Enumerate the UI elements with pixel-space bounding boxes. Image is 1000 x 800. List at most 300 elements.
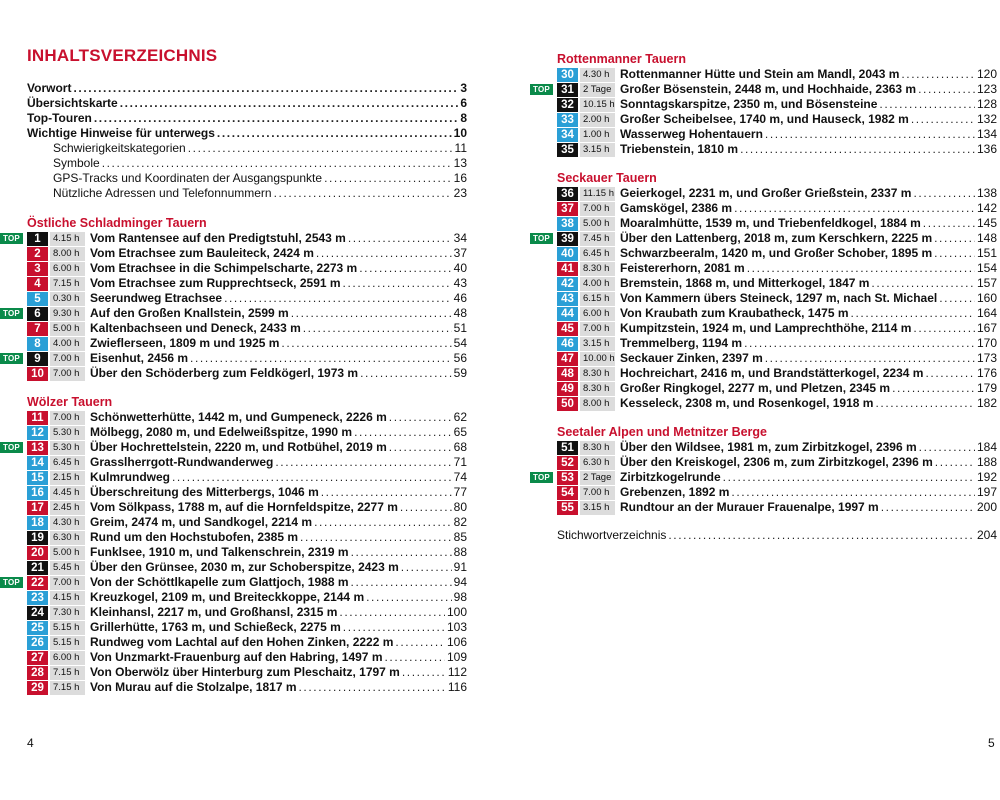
toc-front-page: 23 xyxy=(453,186,467,200)
tour-title: Tremmelberg, 1194 m xyxy=(620,336,743,350)
tour-title: Vom Etrachsee in die Schimpelscharte, 2273 m xyxy=(90,261,358,275)
leader-dots xyxy=(913,186,975,201)
tour-entry[interactable] xyxy=(27,366,467,381)
leader-dots xyxy=(935,455,975,470)
tour-number-badge: 33 xyxy=(557,113,578,127)
tour-entry[interactable] xyxy=(557,306,997,321)
section-heading: Östliche Schladminger Tauern xyxy=(27,216,207,230)
leader-dots xyxy=(360,366,452,381)
leader-dots xyxy=(395,635,445,650)
toc-front-label: Vorwort xyxy=(27,81,72,95)
tour-entry[interactable] xyxy=(557,142,997,157)
tour-entry[interactable] xyxy=(557,366,997,381)
tour-number-badge: 37 xyxy=(557,202,578,216)
tour-page: 173 xyxy=(976,351,997,365)
leader-dots xyxy=(354,425,452,440)
toc-front-label: Nützliche Adressen und Telefonnummern xyxy=(53,186,272,200)
leader-dots xyxy=(343,276,452,291)
section-heading: Seckauer Tauern xyxy=(557,171,657,185)
tour-entry[interactable] xyxy=(557,396,997,411)
tour-entry[interactable] xyxy=(27,470,467,485)
leader-dots xyxy=(723,470,975,485)
tour-number-badge: 17 xyxy=(27,501,48,515)
toc-front-item[interactable] xyxy=(27,126,467,141)
tour-number-badge: 11 xyxy=(27,411,48,425)
toc-front-page: 6 xyxy=(460,96,467,110)
tour-number-badge: 29 xyxy=(27,681,48,695)
toc-front-page: 16 xyxy=(453,171,467,185)
tour-title: Bremstein, 1868 m, und Mitterkogel, 1847 m xyxy=(620,276,870,290)
leader-dots xyxy=(871,276,975,291)
top-tour-badge: TOP xyxy=(0,353,23,364)
tour-page: 71 xyxy=(453,455,467,469)
tour-title: Kreuzkogel, 2109 m, und Breiteckkoppe, 2144 m xyxy=(90,590,365,604)
tour-title: Wasserweg Hohentauern xyxy=(620,127,763,141)
tour-title: Grasslherrgott-Rundwanderweg xyxy=(90,455,274,469)
tour-entry[interactable] xyxy=(27,261,467,276)
section-heading: Rottenmanner Tauern xyxy=(557,52,686,66)
tour-number-badge: 50 xyxy=(557,397,578,411)
tour-entry[interactable] xyxy=(27,515,467,530)
tour-duration: 7.00 h xyxy=(50,367,85,381)
tour-entry[interactable] xyxy=(533,470,997,485)
tour-title: Sonntagskarspitze, 2350 m, und Bösensteine xyxy=(620,97,878,111)
tour-entry[interactable] xyxy=(27,545,467,560)
tour-number-badge: 15 xyxy=(27,471,48,485)
tour-number-badge: 3 xyxy=(27,262,48,276)
tour-entry[interactable] xyxy=(27,336,467,351)
toc-front-item[interactable] xyxy=(27,141,467,156)
tour-entry[interactable] xyxy=(27,530,467,545)
leader-dots xyxy=(911,112,975,127)
leader-dots xyxy=(918,82,975,97)
tour-page: 128 xyxy=(976,97,997,111)
tour-entry[interactable] xyxy=(557,276,997,291)
tour-title: Kesseleck, 2308 m, und Rosenkogel, 1918 m xyxy=(620,396,874,410)
tour-title: Rottenmanner Hütte und Stein am Mandl, 2043 m xyxy=(620,67,900,81)
tour-page: 98 xyxy=(453,590,467,604)
tour-title: Grebenzen, 1892 m xyxy=(620,485,730,499)
tour-page: 116 xyxy=(447,680,467,694)
tour-title: Über den Schöderberg zum Feldkögerl, 1973 m xyxy=(90,366,359,380)
tour-duration: 2.15 h xyxy=(50,471,85,485)
tour-number-badge: 1 xyxy=(27,232,48,246)
tour-entry[interactable] xyxy=(27,605,467,620)
tour-duration: 6.45 h xyxy=(50,456,85,470)
tour-title: Moaralmhütte, 1539 m, und Triebenfeldkogel, 1884 m xyxy=(620,216,921,230)
tour-page: 56 xyxy=(453,351,467,365)
leader-dots xyxy=(291,306,452,321)
tour-duration: 7.00 h xyxy=(580,202,615,216)
tour-entry[interactable] xyxy=(27,291,467,306)
tour-number-badge: 25 xyxy=(27,621,48,635)
leader-dots xyxy=(740,142,975,157)
tour-number-badge: 45 xyxy=(557,322,578,336)
toc-front-page: 8 xyxy=(460,111,467,125)
tour-entry[interactable] xyxy=(557,186,997,201)
tour-number-badge: 36 xyxy=(557,187,578,201)
tour-title: Von Unzmarkt-Frauenburg auf den Habring, 1497 m xyxy=(90,650,383,664)
toc-front-page: 3 xyxy=(460,81,467,95)
tour-entry[interactable] xyxy=(557,67,997,82)
tour-entry[interactable] xyxy=(557,97,997,112)
tour-entry[interactable] xyxy=(27,410,467,425)
leader-dots xyxy=(73,81,458,96)
tour-duration: 7.30 h xyxy=(50,606,85,620)
tour-title: Vom Rantensee auf den Predigtstuhl, 2543 m xyxy=(90,231,346,245)
leader-dots xyxy=(224,291,452,306)
toc-front-label: Symbole xyxy=(53,156,100,170)
tour-entry[interactable] xyxy=(557,291,997,306)
leader-dots xyxy=(94,111,458,126)
tour-number-badge: 19 xyxy=(27,531,48,545)
tour-duration: 2.00 h xyxy=(580,113,615,127)
tour-page: 94 xyxy=(453,575,467,589)
top-tour-badge: TOP xyxy=(0,308,23,319)
leader-dots xyxy=(400,500,452,515)
tour-entry[interactable] xyxy=(27,485,467,500)
tour-duration: 4.00 h xyxy=(50,337,85,351)
tour-title: Großer Bösenstein, 2448 m, und Hochhaide, 2363 m xyxy=(620,82,917,96)
index-entry[interactable] xyxy=(557,528,997,543)
tour-duration: 8.30 h xyxy=(580,441,615,455)
toc-front-page: 13 xyxy=(453,156,467,170)
tour-duration: 7.00 h xyxy=(50,411,85,425)
tour-duration: 5.30 h xyxy=(50,426,85,440)
leader-dots xyxy=(281,336,451,351)
tour-number-badge: 30 xyxy=(557,68,578,82)
tour-entry[interactable] xyxy=(557,261,997,276)
tour-duration: 7.00 h xyxy=(580,322,615,336)
tour-title: Kulmrundweg xyxy=(90,470,170,484)
tour-entry[interactable] xyxy=(557,351,997,366)
tour-entry[interactable] xyxy=(27,560,467,575)
leader-dots xyxy=(925,366,975,381)
tour-page: 148 xyxy=(976,231,997,245)
tour-entry[interactable] xyxy=(27,321,467,336)
tour-entry[interactable] xyxy=(557,246,997,261)
leader-dots xyxy=(300,530,452,545)
tour-number-badge: 39 xyxy=(557,232,578,246)
tour-entry[interactable] xyxy=(3,306,467,321)
leader-dots xyxy=(747,261,975,276)
tour-number-badge: 22 xyxy=(27,576,48,590)
tour-number-badge: 4 xyxy=(27,277,48,291)
page-number-right: 5 xyxy=(988,736,995,750)
tour-page: 80 xyxy=(453,500,467,514)
tour-number-badge: 40 xyxy=(557,247,578,261)
toc-front-item[interactable] xyxy=(27,156,467,171)
toc-front-label: Schwierigkeitskategorien xyxy=(53,141,186,155)
leader-dots xyxy=(275,455,451,470)
tour-duration: 8.00 h xyxy=(580,397,615,411)
tour-number-badge: 8 xyxy=(27,337,48,351)
tour-entry[interactable] xyxy=(533,231,997,246)
top-tour-badge: TOP xyxy=(530,84,553,95)
top-tour-badge: TOP xyxy=(530,472,553,483)
tour-duration: 5.00 h xyxy=(580,217,615,231)
tour-title: Über den Lattenberg, 2018 m, zum Kerschkern, 2225 m xyxy=(620,231,933,245)
tour-entry[interactable] xyxy=(557,336,997,351)
tour-duration: 6.45 h xyxy=(580,247,615,261)
tour-number-badge: 49 xyxy=(557,382,578,396)
tour-number-badge: 24 xyxy=(27,606,48,620)
front-matter-list xyxy=(27,81,467,201)
tour-page: 188 xyxy=(976,455,997,469)
tour-page: 164 xyxy=(976,306,997,320)
leader-dots xyxy=(731,485,975,500)
leader-dots xyxy=(190,351,452,366)
tour-number-badge: 38 xyxy=(557,217,578,231)
toc-front-item[interactable] xyxy=(27,171,467,186)
leader-dots xyxy=(348,231,452,246)
leader-dots xyxy=(324,171,452,186)
top-tour-badge: TOP xyxy=(0,233,23,244)
tour-title: Zirbitzkogelrunde xyxy=(620,470,721,484)
tour-title: Von Kraubath zum Kraubatheck, 1475 m xyxy=(620,306,849,320)
tour-number-badge: 44 xyxy=(557,307,578,321)
tour-page: 48 xyxy=(453,306,467,320)
tour-number-badge: 13 xyxy=(27,441,48,455)
tour-entry[interactable] xyxy=(533,82,997,97)
tour-number-badge: 42 xyxy=(557,277,578,291)
tour-number-badge: 12 xyxy=(27,426,48,440)
toc-front-label: Übersichtskarte xyxy=(27,96,118,110)
tour-entry[interactable] xyxy=(27,276,467,291)
tour-page: 82 xyxy=(453,515,467,529)
tour-duration: 6.30 h xyxy=(580,456,615,470)
toc-section xyxy=(533,425,997,515)
tour-entry[interactable] xyxy=(557,127,997,142)
tour-duration: 7.00 h xyxy=(50,576,85,590)
leader-dots xyxy=(881,500,975,515)
leader-dots xyxy=(402,665,446,680)
tour-entry[interactable] xyxy=(27,680,467,695)
tour-title: Rund um den Hochstubofen, 2385 m xyxy=(90,530,299,544)
tour-entry[interactable] xyxy=(3,440,467,455)
tour-page: 134 xyxy=(976,127,997,141)
tour-title: Rundtour an der Murauer Frauenalpe, 1997 m xyxy=(620,500,879,514)
leader-dots xyxy=(321,485,452,500)
tour-duration: 6.00 h xyxy=(50,262,85,276)
tour-duration: 6.00 h xyxy=(580,307,615,321)
tour-duration: 8.30 h xyxy=(580,367,615,381)
tour-title: Kaltenbachseen und Deneck, 2433 m xyxy=(90,321,301,335)
tour-duration: 7.00 h xyxy=(50,352,85,366)
tour-title: Seckauer Zinken, 2397 m xyxy=(620,351,763,365)
tour-number-badge: 51 xyxy=(557,441,578,455)
tour-number-badge: 41 xyxy=(557,262,578,276)
tour-title: Auf den Großen Knallstein, 2599 m xyxy=(90,306,289,320)
tour-number-badge: 20 xyxy=(27,546,48,560)
tour-duration: 0.30 h xyxy=(50,292,85,306)
leader-dots xyxy=(389,440,452,455)
leader-dots xyxy=(188,141,453,156)
tour-duration: 4.15 h xyxy=(50,591,85,605)
tour-entry[interactable] xyxy=(557,455,997,470)
tour-page: 120 xyxy=(976,67,997,81)
tour-duration: 7.45 h xyxy=(580,232,615,246)
tour-page: 100 xyxy=(446,605,467,619)
leader-dots xyxy=(314,515,452,530)
leader-dots xyxy=(765,127,975,142)
tour-page: 91 xyxy=(453,560,467,574)
tour-entry[interactable] xyxy=(27,500,467,515)
tour-entry[interactable] xyxy=(557,201,997,216)
tour-page: 109 xyxy=(446,650,467,664)
tour-duration: 7.15 h xyxy=(50,277,85,291)
tour-page: 34 xyxy=(453,231,467,245)
leader-dots xyxy=(879,97,975,112)
tour-entry[interactable] xyxy=(557,485,997,500)
tour-duration: 4.30 h xyxy=(50,516,85,530)
tour-number-badge: 54 xyxy=(557,486,578,500)
leader-dots xyxy=(217,126,452,141)
tour-title: Eisenhut, 2456 m xyxy=(90,351,189,365)
tour-number-badge: 14 xyxy=(27,456,48,470)
tour-title: Feistererhorn, 2081 m xyxy=(620,261,745,275)
tour-number-badge: 28 xyxy=(27,666,48,680)
tour-title: Mölbegg, 2080 m, und Edelweißspitze, 1990 m xyxy=(90,425,353,439)
tour-title: Vom Etrachsee zum Rupprechtseck, 2591 m xyxy=(90,276,341,290)
tour-duration: 6.30 h xyxy=(50,531,85,545)
tour-entry[interactable] xyxy=(557,381,997,396)
tour-number-badge: 46 xyxy=(557,337,578,351)
tour-duration: 5.00 h xyxy=(50,546,85,560)
tour-entry[interactable] xyxy=(27,650,467,665)
tour-number-badge: 55 xyxy=(557,501,578,515)
tour-duration: 2 Tage xyxy=(580,471,615,485)
tour-title: Schwarzbeeralm, 1420 m, und Großer Schober, 1895 m xyxy=(620,246,933,260)
tour-title: Von Murau auf die Stolzalpe, 1817 m xyxy=(90,680,297,694)
tour-title: Geierkogel, 2231 m, und Großer Grießstein, 2337 m xyxy=(620,186,912,200)
tour-page: 138 xyxy=(976,186,997,200)
tour-entry[interactable] xyxy=(557,500,997,515)
tour-title: Triebenstein, 1810 m xyxy=(620,142,739,156)
tour-number-badge: 53 xyxy=(557,471,578,485)
tour-page: 103 xyxy=(446,620,467,634)
tour-number-badge: 35 xyxy=(557,143,578,157)
tour-title: Großer Scheibelsee, 1740 m, und Hauseck, 1982 m xyxy=(620,112,909,126)
section-heading: Seetaler Alpen und Metnitzer Berge xyxy=(557,425,767,439)
tour-entry[interactable] xyxy=(27,635,467,650)
tour-page: 200 xyxy=(976,500,997,514)
tour-page: 157 xyxy=(976,276,997,290)
toc-front-item[interactable] xyxy=(27,111,467,126)
leader-dots xyxy=(851,306,975,321)
tour-title: Greim, 2474 m, und Sandkogel, 2214 m xyxy=(90,515,313,529)
leader-dots xyxy=(351,575,452,590)
tour-page: 176 xyxy=(976,366,997,380)
tour-duration: 8.30 h xyxy=(580,262,615,276)
tour-duration: 4.15 h xyxy=(50,232,85,246)
tour-title: Über den Wildsee, 1981 m, zum Zirbitzkogel, 2396 m xyxy=(620,440,917,454)
tour-number-badge: 31 xyxy=(557,83,578,97)
tour-entry[interactable] xyxy=(557,112,997,127)
leader-dots xyxy=(351,545,452,560)
tour-entry[interactable] xyxy=(3,231,467,246)
tour-duration: 7.00 h xyxy=(580,486,615,500)
tour-page: 77 xyxy=(453,485,467,499)
tour-page: 197 xyxy=(976,485,997,499)
tour-entry[interactable] xyxy=(27,620,467,635)
tour-title: Seerundweg Etrachsee xyxy=(90,291,223,305)
tour-entry[interactable] xyxy=(27,455,467,470)
tour-number-badge: 52 xyxy=(557,456,578,470)
tour-entry[interactable] xyxy=(557,216,997,231)
toc-section xyxy=(3,216,467,381)
tour-entry[interactable] xyxy=(27,425,467,440)
leader-dots xyxy=(303,321,452,336)
tour-duration: 5.15 h xyxy=(50,636,85,650)
tour-duration: 11.15 h xyxy=(580,187,615,201)
top-tour-badge: TOP xyxy=(0,442,23,453)
leader-dots xyxy=(901,67,975,82)
tour-title: Über den Kreiskogel, 2306 m, zum Zirbitzkogel, 2396 m xyxy=(620,455,933,469)
toc-section xyxy=(3,395,467,695)
tour-number-badge: 27 xyxy=(27,651,48,665)
tour-entry[interactable] xyxy=(27,665,467,680)
tour-entry[interactable] xyxy=(557,321,997,336)
leader-dots xyxy=(923,216,975,231)
leader-dots xyxy=(892,381,975,396)
tour-duration: 6.15 h xyxy=(580,292,615,306)
leader-dots xyxy=(734,201,975,216)
tour-entry[interactable] xyxy=(27,590,467,605)
tour-entry[interactable] xyxy=(27,246,467,261)
leader-dots xyxy=(913,321,975,336)
tour-duration: 3.15 h xyxy=(580,337,615,351)
tour-number-badge: 48 xyxy=(557,367,578,381)
tour-number-badge: 26 xyxy=(27,636,48,650)
tour-title: Rundweg vom Lachtal auf den Hohen Zinken, 2222 m xyxy=(90,635,394,649)
toc-front-item[interactable] xyxy=(27,96,467,111)
tour-duration: 4.45 h xyxy=(50,486,85,500)
tour-title: Von Oberwölz über Hinterburg zum Pleschaitz, 1797 m xyxy=(90,665,400,679)
tour-number-badge: 16 xyxy=(27,486,48,500)
tour-page: 59 xyxy=(453,366,467,380)
tour-title: Großer Ringkogel, 2277 m, und Pletzen, 2345 m xyxy=(620,381,891,395)
tour-title: Überschreitung des Mitterbergs, 1046 m xyxy=(90,485,319,499)
tour-number-badge: 34 xyxy=(557,128,578,142)
tour-title: Von der Schöttlkapelle zum Glattjoch, 1988 m xyxy=(90,575,349,589)
tour-entry[interactable] xyxy=(3,351,467,366)
tour-page: 151 xyxy=(976,246,997,260)
leader-dots xyxy=(385,650,445,665)
tour-page: 43 xyxy=(453,276,467,290)
leader-dots xyxy=(934,231,975,246)
leader-dots xyxy=(343,620,445,635)
index-entry-page: 204 xyxy=(976,528,997,542)
leader-dots xyxy=(102,156,452,171)
tour-entry[interactable] xyxy=(3,575,467,590)
tour-duration: 10.15 h xyxy=(580,98,615,112)
tour-number-badge: 47 xyxy=(557,352,578,366)
tour-number-badge: 43 xyxy=(557,292,578,306)
tour-page: 154 xyxy=(976,261,997,275)
toc-front-item[interactable] xyxy=(27,81,467,96)
tour-duration: 9.30 h xyxy=(50,307,85,321)
tour-title: Funklsee, 1910 m, und Talkenschrein, 2319 m xyxy=(90,545,349,559)
toc-front-item[interactable] xyxy=(27,186,467,201)
leader-dots xyxy=(875,396,975,411)
leader-dots xyxy=(765,351,975,366)
tour-title: Kleinhansl, 2217 m, und Großhansl, 2315 m xyxy=(90,605,338,619)
tour-entry[interactable] xyxy=(557,440,997,455)
tour-title: Kumpitzstein, 1924 m, und Lamprechthöhe, 2114 m xyxy=(620,321,912,335)
tour-number-badge: 18 xyxy=(27,516,48,530)
tour-duration: 2 Tage xyxy=(580,83,615,97)
